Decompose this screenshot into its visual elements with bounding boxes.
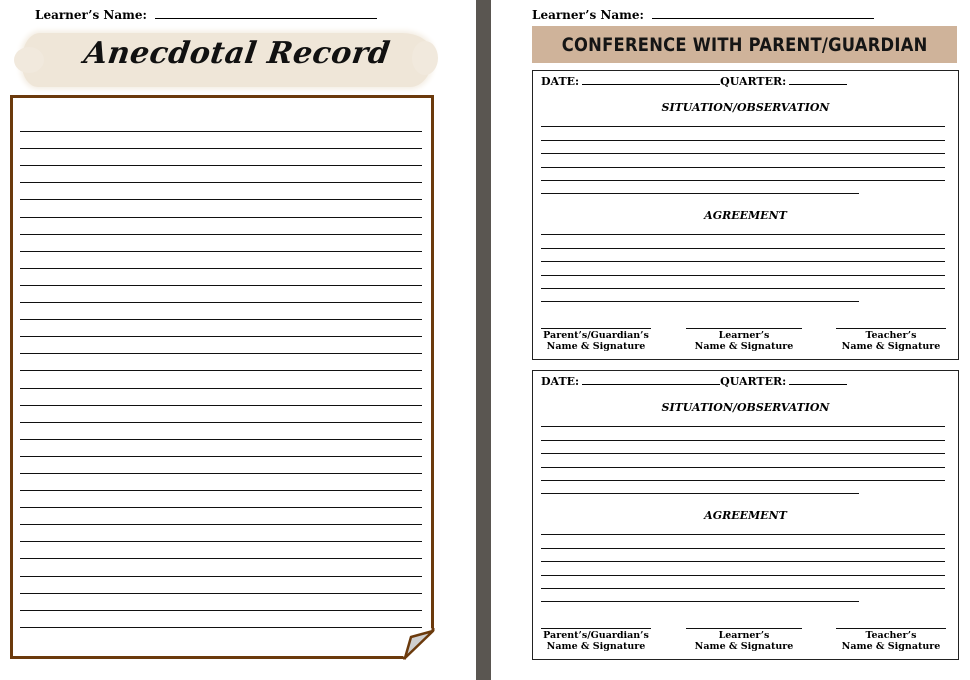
conference-banner xyxy=(532,26,957,63)
signature-label-line1: Parent’s/Guardian’s xyxy=(543,330,649,341)
page-title: Anecdotal Record xyxy=(81,36,393,71)
signature-parent-guardian[interactable] xyxy=(541,328,651,352)
date-field[interactable] xyxy=(582,76,720,85)
agreement-heading: AGREEMENT xyxy=(704,509,787,522)
date-field[interactable] xyxy=(582,376,720,385)
quarter-label: QUARTER: xyxy=(720,75,787,88)
quarter-field[interactable] xyxy=(789,76,847,85)
agreement-heading: AGREEMENT xyxy=(704,209,787,222)
signature-label-line1: Learner’s xyxy=(718,330,770,341)
left-learner-name-row xyxy=(35,8,377,22)
situation-lines[interactable] xyxy=(541,414,945,494)
signature-label-line2: Name & Signature xyxy=(841,341,941,352)
date-quarter-row xyxy=(541,75,847,88)
learner-name-field[interactable] xyxy=(652,8,874,19)
situation-lines[interactable] xyxy=(541,114,945,194)
signature-learner[interactable] xyxy=(686,628,802,652)
signature-label-line2: Name & Signature xyxy=(841,641,941,652)
page-curl-icon xyxy=(403,628,439,664)
signature-parent-guardian[interactable] xyxy=(541,628,651,652)
learner-name-label: Learner’s Name: xyxy=(532,8,644,22)
agreement-lines[interactable] xyxy=(541,222,945,302)
quarter-label: QUARTER: xyxy=(720,375,787,388)
signature-label-line2: Name & Signature xyxy=(694,341,794,352)
date-label: DATE: xyxy=(541,75,580,88)
conference-title: CONFERENCE WITH PARENT/GUARDIAN xyxy=(561,33,928,56)
date-quarter-row xyxy=(541,375,847,388)
signature-label-line1: Teacher’s xyxy=(865,330,917,341)
situation-heading: SITUATION/OBSERVATION xyxy=(661,101,830,114)
learner-name-label: Learner’s Name: xyxy=(35,8,147,22)
learner-name-field[interactable] xyxy=(155,8,377,19)
conference-form-1 xyxy=(532,70,959,360)
signature-label-line2: Name & Signature xyxy=(694,641,794,652)
signature-label-line2: Name & Signature xyxy=(546,341,646,352)
quarter-field[interactable] xyxy=(789,376,847,385)
signature-label-line1: Learner’s xyxy=(718,630,770,641)
date-label: DATE: xyxy=(541,375,580,388)
signature-label-line1: Parent’s/Guardian’s xyxy=(543,630,649,641)
anecdotal-record-frame xyxy=(10,95,434,659)
situation-heading: SITUATION/OBSERVATION xyxy=(661,401,830,414)
right-learner-name-row xyxy=(532,8,874,22)
book-spine-divider xyxy=(476,0,491,680)
signature-teacher[interactable] xyxy=(836,328,946,352)
signature-teacher[interactable] xyxy=(836,628,946,652)
signature-label-line2: Name & Signature xyxy=(546,641,646,652)
signature-label-line1: Teacher’s xyxy=(865,630,917,641)
signature-learner[interactable] xyxy=(686,328,802,352)
conference-form-2 xyxy=(532,370,959,660)
agreement-lines[interactable] xyxy=(541,522,945,602)
ruled-lines[interactable] xyxy=(20,115,422,628)
